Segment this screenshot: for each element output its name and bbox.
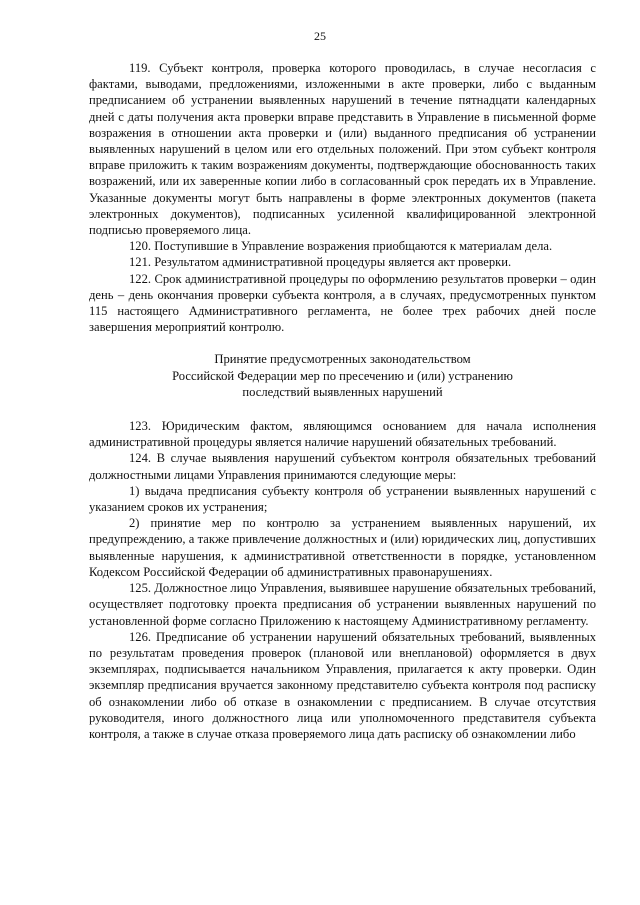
paragraph-121: 121. Результатом административной процедуры является акт проверки. (129, 255, 512, 270)
document-body (89, 60, 596, 742)
paragraph-125: 125. Должностное лицо Управления, выявившее нарушение обязательных требований, осуществляет подготовку проекта предписания об устранении выявленных нарушений по установленной форме согласно Приложению к настоящему Административному регламенту. (89, 581, 596, 628)
page-number: 25 (314, 29, 326, 43)
section-heading-line-1: Принятие предусмотренных законодательством (214, 352, 471, 367)
list-item-2: 2) принятие мер по контролю за устранением выявленных нарушений, их предупреждению, а также привлечение должностных и (или) юридических лиц, допустивших выявленные нарушения, к административной ответственности в порядке, установленном Кодексом Российской Федерации об административных правонарушениях. (89, 516, 596, 579)
section-heading-line-3: последствий выявленных нарушений (242, 384, 443, 399)
paragraph-124: 124. В случае выявления нарушений субъектом контроля обязательных требований должностными лицами Управления принимаются следующие меры: (89, 451, 596, 482)
paragraph-119: 119. Субъект контроля, проверка которого проводилась, в случае несогласия с фактами, выводами, предложениями, изложенными в акте проверки, либо с выданным предписанием об устранении выявленных нарушений в течение пятнадцати календарных дней с даты получения акта проверки вправе представить в Управление в письменной форме возражения в отношении акта проверки и (или) выданного предписания об устранении выявленных нарушений в целом или его отдельных положений. При этом субъект контроля вправе приложить к таким возражениям документы, подтверждающие обоснованность таких возражений, или их заверенные копии либо в согласованный срок передать их в Управление. Указанные документы могут быть направлены в форме электронных документов (пакета электронных документов), подписанных усиленной квалифицированной электронной подписью проверяемого лица. (89, 61, 596, 238)
section-heading (89, 351, 596, 400)
paragraph-120: 120. Поступившие в Управление возражения приобщаются к материалам дела. (129, 239, 553, 254)
paragraph-122: 122. Срок административной процедуры по оформлению результатов проверки – один день – день окончания проверки субъекта контроля, а в случаях, предусмотренных пунктом 115 настоящего Административного регламента, не более трех рабочих дней после завершения мероприятий контролю. (89, 271, 596, 335)
section-heading-line-2: Российской Федерации мер по пресечению и (или) устранению (172, 368, 513, 383)
paragraph-126: 126. Предписание об устранении нарушений обязательных требований, выявленных по результатам проведения проверок (плановой или внеплановой) оформляется в двух экземплярах, подписывается начальником Управления, прилагается к акту проверки. Один экземпляр предписания вручается законному представителю субъекта контроля под расписку об ознакомлении либо об отказе в ознакомлении с предписанием. В случае отсутствия руководителя, иного должностного лица или уполномоченного представителя субъекта контроля, а также в случае отказа проверяемого лица дать расписку об ознакомлении либо (89, 629, 596, 741)
paragraph-123: 123. Юридическим фактом, являющимся основанием для начала исполнения административной процедуры является наличие нарушений обязательных требований. (89, 419, 596, 450)
list-item-1: 1) выдача предписания субъекту контроля об устранении выявленных нарушений с указанием сроков их устранения; (89, 483, 596, 515)
